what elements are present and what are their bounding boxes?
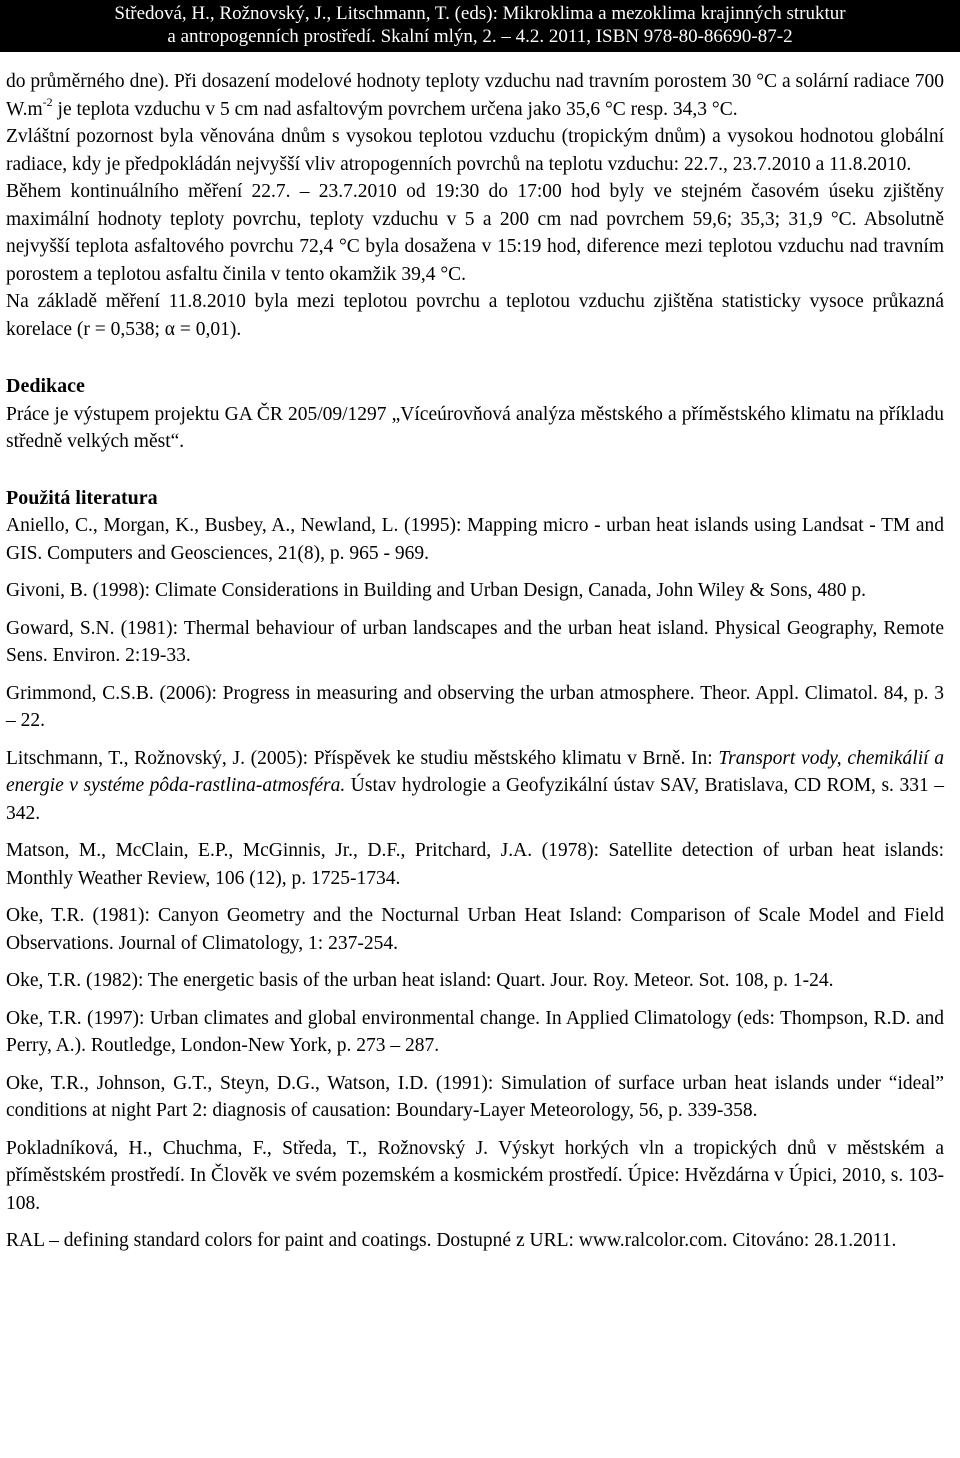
paragraph-1-text-b: je teplota vzduchu v 5 cm nad asfaltovým povrchem určena jako 35,6 °C resp. 34,3 °C. [52,98,738,120]
reference-item: Goward, S.N. (1981): Thermal behaviour of urban landscapes and the urban heat island. Physical Geography, Remote Sens. Environ. 2:19-33. [6,617,944,666]
paragraph-continuous-measurement: Během kontinuálního měření 22.7. – 23.7.2010 od 19:30 do 17:00 hod byly ve stejném časovém úseku zjištěny maximální hodnoty teploty povrchu, teploty vzduchu v 5 a 200 cm nad povrchem 59,6; 35,3; 31,9 °C. Absolutně nejvyšší teplota asfaltového povrchu 72,4 °C byla dosažena v 15:19 hod, diference mezi teplotou vzduchu nad travním porostem a teplotou asfaltu činila v tento okamžik 39,4 °C. [6,181,944,285]
literature-heading: Použitá literatura [6,486,158,509]
reference-item: Oke, T.R., Johnson, G.T., Steyn, D.G., Watson, I.D. (1991): Simulation of surface urban heat islands under “ideal” conditions at night Part 2: diagnosis of causation: Boundary-Layer Meteorology, 56, p. 339-358. [6,1072,944,1121]
dedication-text: Práce je výstupem projektu GA ČR 205/09/1297 „Víceúrovňová analýza městského a příměstského klimatu na příkladu středně velkých měst“. [6,403,944,452]
paragraph-correlation: Na základě měření 11.8.2010 byla mezi teplotou povrchu a teplotou vzduchu zjištěna statisticky vysoce průkazná korelace (r = 0,538; α = 0,01). [6,291,944,340]
reference-item: Aniello, C., Morgan, K., Busbey, A., Newland, L. (1995): Mapping micro - urban heat islands using Landsat - TM and GIS. Computers and Geosciences, 21(8), p. 965 - 969. [6,515,944,564]
reference-item: Matson, M., McClain, E.P., McGinnis, Jr., D.F., Pritchard, J.A. (1978): Satellite detection of urban heat islands: Monthly Weather Review, 106 (12), p. 1725-1734. [6,840,944,889]
reference-item: Grimmond, C.S.B. (2006): Progress in measuring and observing the urban atmosphere. Theor. Appl. Climatol. 84, p. 3 – 22. [6,682,944,731]
reference-text: Litschmann, T., Rožnovský, J. (2005): Příspěvek ke studiu městského klimatu v Brně. In: [6,747,719,769]
reference-list [6,512,944,1255]
reference-item: Oke, T.R. (1997): Urban climates and global environmental change. In Applied Climatology (eds: Thompson, R.D. and Perry, A.). Routledge, London-New York, p. 273 – 287. [6,1007,944,1056]
reference-item: RAL – defining standard colors for paint and coatings. Dostupné z URL: www.ralcolor.com. Citováno: 28.1.2011. [6,1230,897,1251]
reference-text: Ústav hydrologie a Geofyzikální ústav SAV, Bratislava, CD ROM, s. 331 – 342. [6,775,945,824]
header-line-2: a antropogenních prostředí. Skalní mlýn, 2. – 4.2. 2011, ISBN 978-80-86690-87-2 [167,26,793,47]
paragraph-tropical-days: Zvláštní pozornost byla věnována dnům s vysokou teplotou vzduchu (tropickým dnům) a vysokou hodnotou globální radiace, kdy je předpokládán nejvyšší vliv atropogenních povrchů na teplotu vzduchu: 22.7., 23.7.2010 a 11.8.2010. [6,126,944,175]
reference-title: Transport vody, chemikálií a energie v systéme pôda-rastlina-atmosféra. [6,747,945,796]
reference-item: Pokladníková, H., Chuchma, F., Středa, T., Rožnovský J. Výskyt horkých vln a tropických dnů v městském a příměstském prostředí. In Člověk ve svém pozemském a kosmickém prostředí. Úpice: Hvězdárna v Úpici, 2010, s. 103-108. [6,1137,944,1214]
paragraph-1-text-a: do průměrného dne). Při dosazení modelové hodnoty teploty vzduchu nad travním porostem 30 °C a solární radiace 700 W.m [6,71,944,120]
page-content [6,68,944,1265]
reference-item: Oke, T.R. (1981): Canyon Geometry and the Nocturnal Urban Heat Island: Comparison of Scale Model and Field Observations. Journal of Climatology, 1: 237-254. [6,905,944,954]
page-header [0,0,960,52]
paragraph-continuation [6,68,944,123]
dedication-heading: Dedikace [6,375,85,397]
reference-item [6,745,944,828]
header-line-1: Středová, H., Rožnovský, J., Litschmann, T. (eds): Mikroklima a mezoklima krajinných struktur [114,3,846,24]
exponent: -2 [42,94,53,109]
reference-item: Givoni, B. (1998): Climate Considerations in Building and Urban Design, Canada, John Wiley & Sons, 480 p. [6,580,867,601]
reference-item: Oke, T.R. (1982): The energetic basis of the urban heat island: Quart. Jour. Roy. Meteor. Sot. 108, p. 1-24. [6,970,834,991]
